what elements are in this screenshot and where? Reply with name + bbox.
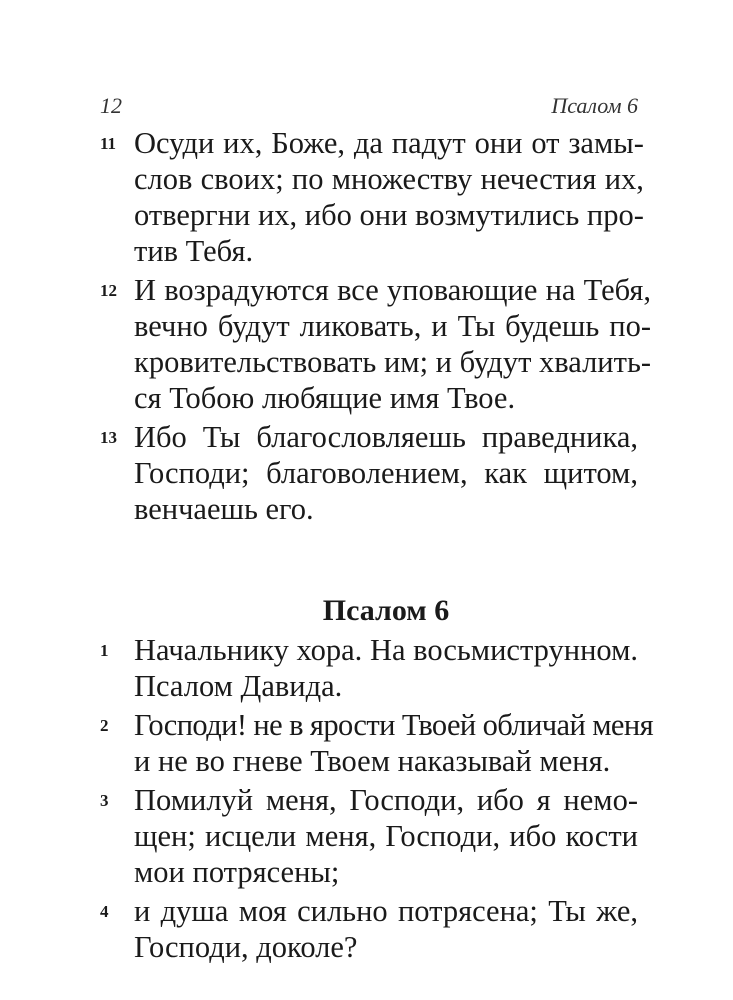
verse-line: Начальнику хора. На восьмиструнном. bbox=[134, 633, 638, 667]
previous-psalm-verses bbox=[100, 122, 652, 527]
verse-text bbox=[134, 269, 651, 416]
verse-number: 1 bbox=[100, 641, 109, 660]
verse-line: Господи! не в ярости Твоей обличай меня bbox=[134, 708, 654, 742]
verse-number: 12 bbox=[100, 281, 117, 300]
verse-line: ся Тобою любящие имя Твое. bbox=[134, 381, 516, 415]
verse-line: Ибо Ты благословляешь праведника, bbox=[134, 420, 638, 454]
verse-number: 3 bbox=[100, 791, 109, 810]
verse-line: слов своих; по множеству нечестия их, bbox=[134, 162, 644, 196]
verse-line: кровительствовать им; и будут хвалить- bbox=[134, 345, 652, 379]
verse-line: мои потрясены; bbox=[134, 855, 340, 889]
book-page bbox=[100, 92, 654, 965]
psalm-6-verses bbox=[100, 629, 654, 965]
verse-text bbox=[134, 629, 638, 704]
running-title: Псалом 6 bbox=[551, 93, 638, 118]
verse-text bbox=[134, 122, 644, 269]
verse-text bbox=[134, 779, 638, 890]
verse-text bbox=[134, 890, 638, 965]
verse-line: И возрадуются все уповающие на Тебя, bbox=[134, 273, 652, 307]
verse-line: Господи, доколе? bbox=[134, 930, 358, 964]
verse-1 bbox=[100, 629, 638, 704]
verse-line: тив Тебя. bbox=[134, 234, 254, 268]
verse-3 bbox=[100, 779, 638, 890]
verse-number: 13 bbox=[100, 428, 117, 447]
verse-2 bbox=[100, 704, 654, 779]
verse-line: Господи; благоволением, как щитом, bbox=[134, 456, 638, 490]
verse-number: 2 bbox=[100, 716, 109, 735]
psalm-title: Псалом 6 bbox=[322, 594, 450, 627]
verse-12 bbox=[100, 269, 652, 416]
verse-line: щен; исцели меня, Господи, ибо кости bbox=[134, 819, 638, 853]
verse-number: 11 bbox=[100, 134, 117, 153]
verse-line: Псалом Давида. bbox=[134, 669, 343, 703]
verse-number: 4 bbox=[100, 902, 109, 921]
verse-text bbox=[134, 704, 653, 779]
verse-13 bbox=[100, 416, 638, 527]
verse-line: вечно будут ликовать, и Ты будешь по- bbox=[134, 309, 652, 343]
verse-text bbox=[134, 416, 638, 527]
running-header bbox=[100, 92, 638, 120]
verse-line: отвергни их, ибо они возмутились про- bbox=[134, 198, 644, 232]
verse-line: и душа моя сильно потрясена; Ты же, bbox=[134, 894, 638, 928]
verse-line: и не во гневе Твоем наказывай меня. bbox=[134, 744, 611, 778]
page-number: 12 bbox=[100, 93, 122, 118]
verse-line: венчаешь его. bbox=[134, 492, 314, 526]
verse-11 bbox=[100, 122, 644, 269]
verse-4 bbox=[100, 890, 638, 965]
verse-line: Осуди их, Боже, да падут они от замы- bbox=[134, 126, 644, 160]
verse-line: Помилуй меня, Господи, ибо я немо- bbox=[134, 783, 638, 817]
